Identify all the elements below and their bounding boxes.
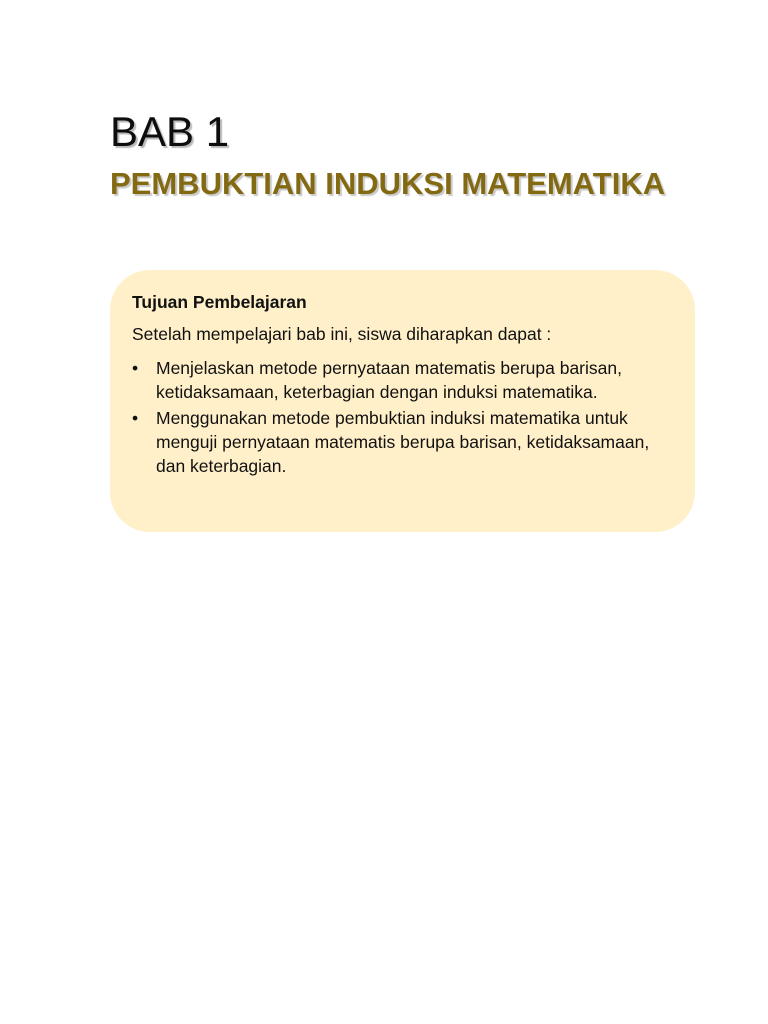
bullet-icon: • (132, 358, 139, 378)
objectives-list (132, 356, 667, 478)
learning-objectives-box (110, 270, 695, 532)
objective-item (132, 356, 667, 404)
objective-item (132, 406, 667, 478)
objectives-intro: Setelah mempelajari bab ini, siswa diharapkan dapat : (132, 324, 552, 344)
objective-text: Menjelaskan metode pernyataan matematis berupa barisan, ketidaksamaan, keterbagian dengan induksi matematika. (156, 358, 622, 402)
objectives-heading: Tujuan Pembelajaran (132, 292, 307, 312)
bullet-icon: • (132, 408, 139, 428)
chapter-title: PEMBUKTIAN INDUKSI MATEMATIKA (110, 166, 666, 201)
chapter-number: BAB 1 (110, 108, 230, 155)
objective-text: Menggunakan metode pembuktian induksi matematika untuk menguji pernyataan matematis berupa barisan, ketidaksamaan, dan keterbagian. (156, 408, 650, 476)
